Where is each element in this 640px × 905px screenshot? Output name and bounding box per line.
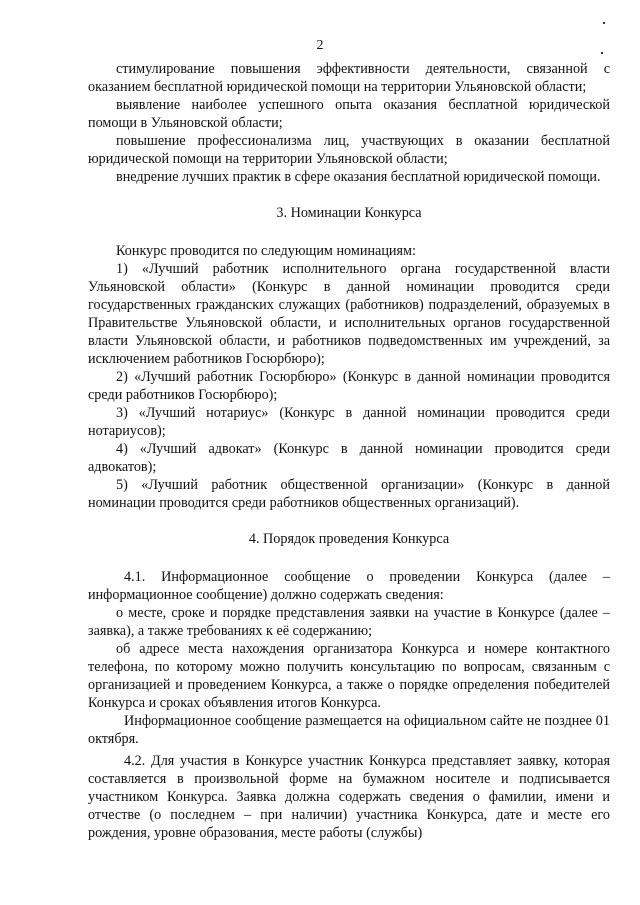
paragraph: 4.1. Информационное сообщение о проведении Конкурса (далее – информационное сообщение) должно содержать сведения:: [88, 569, 610, 603]
paragraph: стимулирование повышения эффективности деятельности, связанной с оказанием бесплатной юридической помощи на территории Ульяновской области;: [88, 61, 610, 95]
paragraph: внедрение лучших практик в сфере оказания бесплатной юридической помощи.: [116, 169, 601, 185]
list-item: 3) «Лучший нотариус» (Конкурс в данной номинации проводится среди нотариусов);: [88, 405, 610, 439]
section-heading: 4. Порядок проведения Конкурса: [248, 531, 450, 547]
list-item: 1) «Лучший работник исполнительного органа государственной власти Ульяновской области» (Конкурс в данной номинации проводится среди государственных гражданских служащих (работников) подразделений, образуемых в Правительстве Ульяновской области, и исполнительных органов государственной власти Ульяновской области, и работников подведомственных им учреждений, за исключением работников Госюрбюро);: [88, 261, 610, 367]
list-item: 4) «Лучший адвокат» (Конкурс в данной номинации проводится среди адвокатов);: [88, 441, 610, 475]
paragraph: о месте, сроке и порядке представления заявки на участие в Конкурсе (далее – заявка), а также требованиях к её содержанию;: [88, 605, 610, 639]
document-body: [88, 60, 610, 842]
page-number: 2: [316, 38, 324, 53]
scan-mark: [603, 22, 605, 24]
paragraph: об адресе места нахождения организатора Конкурса и номере контактного телефона, по которому можно получить консультацию по вопросам, связанным с организацией и проведением Конкурса, а также о порядке определения победителей Конкурса и сроках объявления итогов Конкурса.: [88, 641, 610, 711]
paragraph: выявление наиболее успешного опыта оказания бесплатной юридической помощи в Ульяновской области;: [88, 97, 610, 131]
list-item: 5) «Лучший работник общественной организации» (Конкурс в данной номинации проводится среди работников общественных организаций).: [88, 477, 610, 511]
list-item: 2) «Лучший работник Госюрбюро» (Конкурс в данной номинации проводится среди работников Госюрбюро);: [88, 369, 610, 403]
paragraph: Информационное сообщение размещается на официальном сайте не позднее 01 октября.: [88, 713, 610, 747]
paragraph: Конкурс проводится по следующим номинациям:: [116, 243, 416, 259]
section-heading: 3. Номинации Конкурса: [276, 205, 422, 221]
paragraph: 4.2. Для участия в Конкурсе участник Конкурса представляет заявку, которая составляется в произвольной форме на бумажном носителе и подписывается участником Конкурса. Заявка должна содержать сведения о фамилии, имени и отчестве (о последнем – при наличии) участника Конкурса, дате и месте его рождения, уровне образования, месте работы (службы): [88, 753, 610, 841]
paragraph: повышение профессионализма лиц, участвующих в оказании бесплатной юридической помощи на территории Ульяновской области;: [88, 133, 610, 167]
